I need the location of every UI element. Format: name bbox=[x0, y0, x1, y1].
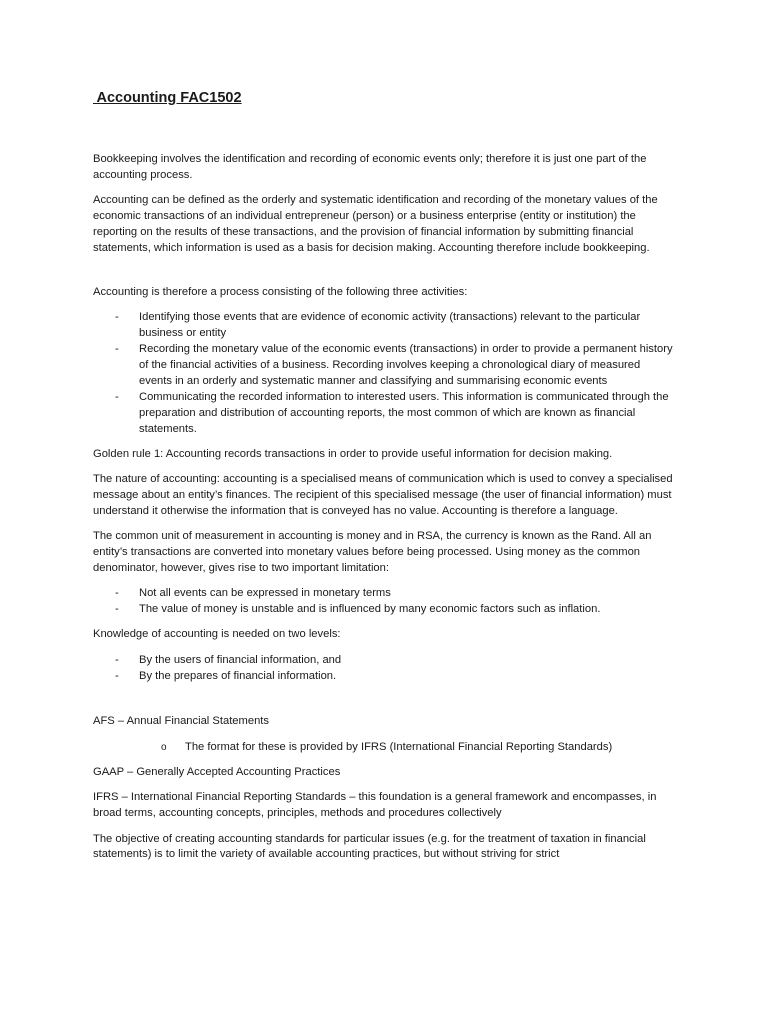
list-item: - The value of money is unstable and is influenced by many economic factors such as inflation. bbox=[93, 602, 673, 618]
list-limitations bbox=[93, 586, 673, 618]
list-afs-format bbox=[93, 740, 673, 756]
paragraph-afs: AFS – Annual Financial Statements bbox=[93, 715, 269, 728]
paragraph-golden-rule: Golden rule 1: Accounting records transactions in order to provide useful information for decision making. bbox=[93, 447, 613, 460]
paragraph-objective: The objective of creating accounting standards for particular issues (e.g. for the treatment of taxation in financial statements) is to limit the variety of available accounting practices, but without striving for strict bbox=[93, 832, 646, 861]
list-item: - By the prepares of financial information. bbox=[93, 669, 673, 685]
list-item: - Communicating the recorded information to interested users. This information is communicated through the preparation and distribution of accounting reports, the most common of which are known as financial statements. bbox=[115, 390, 669, 435]
dash-bullet: - bbox=[115, 343, 119, 356]
list-item: - Not all events can be expressed in monetary terms bbox=[93, 586, 673, 602]
paragraph-nature-of-accounting: The nature of accounting: accounting is a specialised means of communication which is used to convey a specialised message about an entity’s finances. The recipient of this specialised message (the user of financial information) must understand it otherwise the information that is conveyed has no value. Accounting is therefore a language. bbox=[93, 473, 673, 517]
document-page bbox=[93, 88, 673, 873]
paragraph-process-intro: Accounting is therefore a process consisting of the following three activities: bbox=[93, 285, 468, 298]
list-item: - Recording the monetary value of the economic events (transactions) in order to provide a permanent history of the financial activities of a business. Recording involves keeping a chronological diary of measured events in an orderly and systematic manner and classifying and summarising economic events bbox=[115, 343, 673, 387]
list-levels bbox=[93, 653, 673, 685]
paragraph-gaap: GAAP – Generally Accepted Accounting Practices bbox=[93, 765, 341, 778]
dash-bullet: - bbox=[115, 390, 119, 403]
paragraph-unit-of-measurement: The common unit of measurement in accounting is money and in RSA, the currency is known as the Rand. All an entity’s transactions are converted into monetary values before being processed. Using money as the common denominator, however, gives rise to two important limitation: bbox=[93, 530, 652, 575]
dash-bullet: - bbox=[115, 587, 119, 600]
dash-bullet: - bbox=[115, 603, 119, 616]
document-title: Accounting FAC1502 bbox=[93, 90, 242, 106]
dash-bullet: - bbox=[115, 669, 119, 682]
list-three-activities bbox=[93, 310, 673, 437]
paragraph-bookkeeping: Bookkeeping involves the identification and recording of economic events only; therefore it is just one part of the accounting process. bbox=[93, 153, 647, 181]
dash-bullet: - bbox=[115, 311, 119, 324]
circle-bullet-icon: o bbox=[161, 741, 167, 753]
list-item: o The format for these is provided by IFRS (International Financial Reporting Standards) bbox=[93, 740, 673, 756]
paragraph-knowledge-levels: Knowledge of accounting is needed on two levels: bbox=[93, 628, 341, 641]
paragraph-ifrs: IFRS – International Financial Reporting Standards – this foundation is a general framework and encompasses, in broad terms, accounting concepts, principles, methods and procedures collectively bbox=[93, 791, 657, 820]
list-item: - By the users of financial information, and bbox=[93, 653, 673, 669]
paragraph-accounting-definition: Accounting can be defined as the orderly and systematic identification and recording of the monetary values of the economic transactions of an individual entrepreneur (person) or a business enterprise (entity or institution) the reporting on the results of these transactions, and the provision of financial information by submitting financial statements, which information is used as a basis for decision making. Accounting therefore include bookkeeping. bbox=[93, 194, 658, 255]
dash-bullet: - bbox=[115, 653, 119, 666]
list-item: - Identifying those events that are evidence of economic activity (transactions) relevant to the particular business or entity bbox=[115, 311, 641, 340]
